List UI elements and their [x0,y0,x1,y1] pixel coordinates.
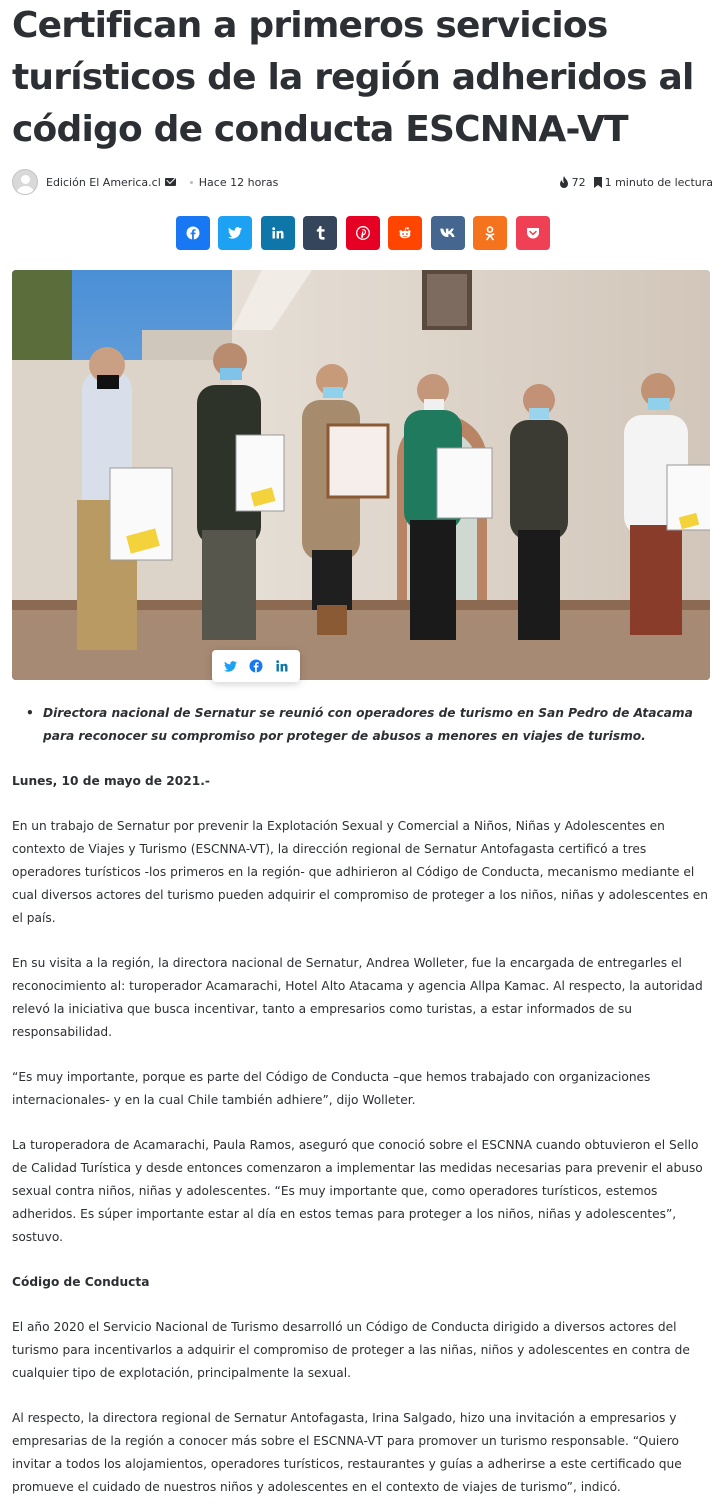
tumblr-icon [316,226,325,240]
article-meta [12,166,713,198]
read-time-stat [594,176,713,189]
photo-illustration [12,270,710,680]
twitter-icon[interactable] [224,661,237,672]
mail-icon[interactable] [165,178,176,186]
facebook-share-button[interactable] [176,216,210,250]
views-stat [559,176,586,189]
linkedin-icon[interactable] [276,660,288,672]
twitter-icon [228,227,242,239]
paragraph-5: El año 2020 el Servicio Nacional de Turismo desarrolló un Código de Conducta dirigido a diversos actores del turismo para incentivarlos a adquirir el compromiso de proteger a las niñas, niños y adolescentes en contra de cualquier tipo de explotación, principalmente la sexual. [12,1320,690,1380]
odnoklassniki-icon [485,226,495,241]
meta-stats [559,176,713,189]
flame-icon [559,176,569,188]
section-heading: Código de Conducta [12,1275,150,1289]
paragraph-4: La turoperadora de Acamarachi, Paula Ramos, aseguró que conoció sobre el ESCNNA cuando obtuvieron el Sello de Calidad Turística y desde entonces comenzaron a implementar las medidas necesarias para prevenir el abuso sexual contra niños, niñas y adolescentes. “Es muy importante que, como operadores turísticos, estemos adheridos. Es súper importante estar al día en estos temas para proteger a los niños, niñas y adolescentes”, sostuvo. [12,1138,703,1244]
inline-share-bar [212,650,300,682]
author-avatar[interactable] [12,169,38,195]
bookmark-icon [594,177,602,188]
paragraph-2: En su visita a la región, la directora nacional de Sernatur, Andrea Wolleter, fue la encargada de entregarles el reconocimiento al: turoperador Acamarachi, Hotel Alto Atacama y agencia Allpa Kamac. Al respecto, la autoridad relevó la iniciativa que busca incentivar, tanto a empresarios como turistas, a estar informados de su responsabilidad. [12,956,703,1039]
reddit-share-button[interactable] [388,216,422,250]
read-time: 1 minuto de lectura [604,175,713,189]
pocket-share-button[interactable] [516,216,550,250]
facebook-icon[interactable] [249,659,263,673]
pinterest-share-button[interactable] [346,216,380,250]
share-bar [12,216,713,250]
pocket-icon [526,227,540,240]
post-time: Hace 12 horas [198,175,279,189]
reddit-icon [398,227,412,239]
linkedin-share-button[interactable] [261,216,295,250]
author-name[interactable]: Edición El America.cl [46,175,161,189]
tumblr-share-button[interactable] [303,216,337,250]
paragraph-6: Al respecto, la directora regional de Sernatur Antofagasta, Irina Salgado, hizo una invitación a empresarios y empresarias de la región a conocer más sobre el ESCNNA-VT para promover un turismo responsable. “Quiero invitar a todos los alojamientos, operadores turísticos, restaurantes y guías a adherirse a este certificado que promueve el cuidado de nuestros niños y adolescentes en el contexto de viajes de turismo”, indicó. [12,1411,682,1494]
article-title: Certifican a primeros servicios turísticos de la región adheridos al código de conducta ESCNNA-VT [12,5,694,150]
paragraph-3: “Es muy importante, porque es parte del Código de Conducta –que hemos trabajado con organizaciones internacionales- y en la cual Chile también adhiere”, dijo Wolleter. [12,1070,651,1107]
pinterest-icon [356,226,370,240]
article-photo [12,270,710,680]
highlight-list [26,702,713,748]
article-date: Lunes, 10 de mayo de 2021.- [12,774,210,788]
paragraph-1: En un trabajo de Sernatur por prevenir la Explotación Sexual y Comercial a Niños, Niñas y Adolescentes en contexto de Viajes y Turismo (ESCNNA-VT), la dirección regional de Sernatur Antofagasta certificó a tres operadores turísticos -los primeros en la región- que adhirieron al Código de Conducta, mecanismo mediante el cual diversos actores del turismo pueden adquirir el compromiso de proteger a los niños, niñas y adolescentes en el país. [12,819,709,925]
vk-icon [440,228,456,238]
facebook-icon [186,226,200,240]
twitter-share-button[interactable] [218,216,252,250]
views-count: 72 [571,175,586,189]
separator-dot [190,181,193,184]
article-body [12,702,713,1499]
odnoklassniki-share-button[interactable] [473,216,507,250]
highlight-item: • Directora nacional de Sernatur se reunió con operadores de turismo en San Pedro de Atacama para reconocer su compromiso por proteger de abusos a menores en viajes de turismo. [26,702,713,748]
linkedin-icon [272,227,284,239]
vk-share-button[interactable] [431,216,465,250]
